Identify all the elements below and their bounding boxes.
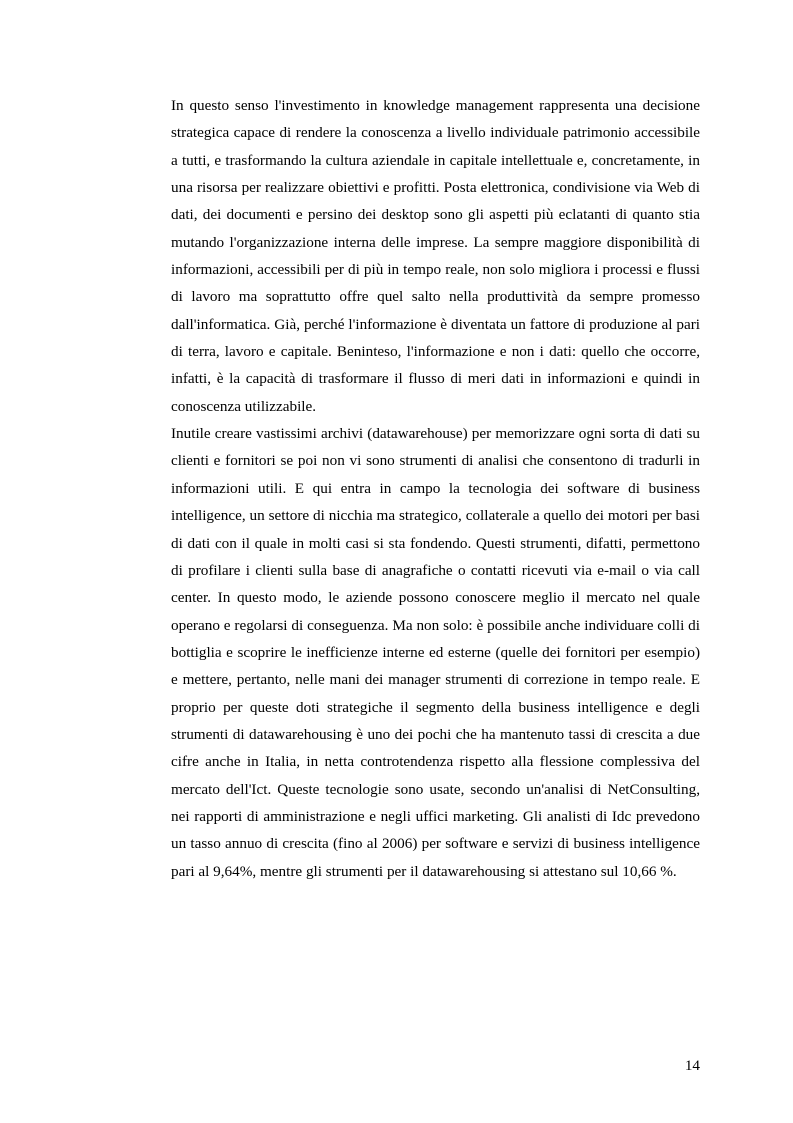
body-text <box>171 92 700 885</box>
paragraph-knowledge-management: In questo senso l'investimento in knowledge management rappresenta una decisione strategica capace di rendere la conoscenza a livello individuale patrimonio accessibile a tutti, e trasformando la cultura aziendale in capitale intellettuale e, concretamente, in una risorsa per realizzare obiettivi e profitti. Posta elettronica, condivisione via Web di dati, dei documenti e persino dei desktop sono gli aspetti più eclatanti di quanto stia mutando l'organizzazione interna delle imprese. La sempre maggiore disponibilità di informazioni, accessibili per di più in tempo reale, non solo migliora i processi e flussi di lavoro ma soprattutto offre quel salto nella produttività da sempre promesso dall'informatica. Già, perché l'informazione è diventata un fattore di produzione al pari di terra, lavoro e capitale. Beninteso, l'informazione e non i dati: quello che occorre, infatti, è la capacità di trasformare il flusso di meri dati in informazioni e quindi in conoscenza utilizzabile. <box>171 97 700 415</box>
paragraph-business-intelligence: Inutile creare vastissimi archivi (datawarehouse) per memorizzare ogni sorta di dati su clienti e fornitori se poi non vi sono strumenti di analisi che consentono di tradurli in informazioni utili. E qui entra in campo la tecnologia dei software di business intelligence, un settore di nicchia ma strategico, collaterale a quello dei motori per basi di dati con il quale in molti casi si sta fondendo. Questi strumenti, difatti, permettono di profilare i clienti sulla base di anagrafiche o contatti ricevuti via e-mail o via call center. In questo modo, le aziende possono conoscere meglio il mercato nel quale operano e regolarsi di conseguenza. Ma non solo: è possibile anche individuare colli di bottiglia e scoprire le inefficienze interne ed esterne (quelle dei fornitori per esempio) e mettere, pertanto, nelle mani dei manager strumenti di correzione in tempo reale. E proprio per queste doti strategiche il segmento della business intelligence e degli strumenti di datawarehousing è uno dei pochi che ha mantenuto tassi di crescita a due cifre anche in Italia, in netta controtendenza rispetto alla flessione complessiva del mercato dell'Ict. Queste tecnologie sono usate, secondo un'analisi di NetConsulting, nei rapporti di amministrazione e negli uffici marketing. Gli analisti di Idc prevedono un tasso annuo di crescita (fino al 2006) per software e servizi di business intelligence pari al 9,64%, mentre gli strumenti per il datawarehousing si attestano sul 10,66 %. <box>171 425 700 880</box>
page-number: 14 <box>684 1057 700 1074</box>
